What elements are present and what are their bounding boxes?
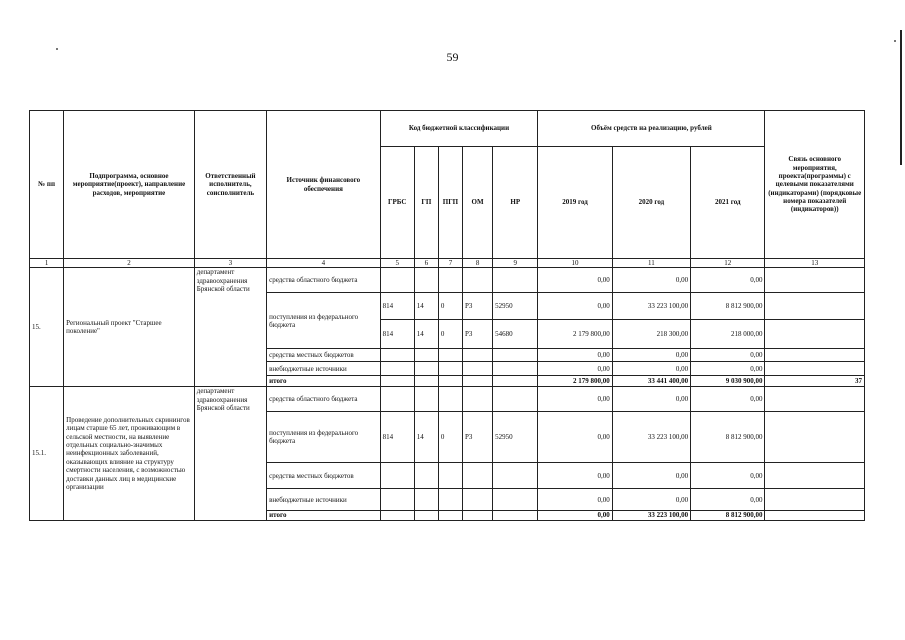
cell-pgp: 0 [438, 320, 462, 349]
cell-2021: 0,00 [691, 387, 765, 412]
cell-2019: 0,00 [538, 511, 612, 520]
scan-edge-line [900, 30, 902, 165]
cell-2019: 0,00 [538, 268, 612, 293]
cell-om: Р3 [463, 293, 493, 320]
cell-grbs [380, 463, 414, 489]
row-responsible: департамент здравоохранения Брянской области [194, 387, 266, 520]
cell-gp [414, 511, 438, 520]
cell-om [463, 268, 493, 293]
row-source: средства местных бюджетов [267, 463, 381, 489]
row-source: средства областного бюджета [267, 268, 381, 293]
cell-2021: 218 000,00 [691, 320, 765, 349]
cell-2020: 0,00 [612, 463, 690, 489]
cell-2021: 0,00 [691, 362, 765, 376]
cell-2019: 0,00 [538, 412, 612, 463]
row-name: Проведение дополнительных скринингов лицам старше 65 лет, проживающим в сельской местности, на выявление отдельных социально-значимых неинфекционных заболеваний, оказывающих влияние на структуру смертности населения, с возможностью доставки данных лиц в медицинские организации [64, 387, 195, 520]
cell-2019: 0,00 [538, 463, 612, 489]
header-pgp: ПГП [438, 147, 462, 259]
cell-om [463, 387, 493, 412]
cell-2020: 0,00 [612, 489, 690, 511]
column-number: 12 [691, 259, 765, 268]
cell-np [493, 349, 538, 362]
header-name: Подпрограмма, основное мероприятие(проект), направление расходов, мероприятие [64, 111, 195, 259]
cell-link [765, 362, 865, 376]
cell-gp [414, 349, 438, 362]
cell-pgp: 0 [438, 293, 462, 320]
table-row [30, 387, 865, 412]
cell-np: 52950 [493, 293, 538, 320]
cell-2020: 0,00 [612, 362, 690, 376]
cell-link [765, 293, 865, 320]
cell-2020: 33 223 100,00 [612, 293, 690, 320]
column-number: 9 [493, 259, 538, 268]
cell-link: 37 [765, 376, 865, 387]
cell-2020: 0,00 [612, 387, 690, 412]
cell-link [765, 489, 865, 511]
header-gp: ГП [414, 147, 438, 259]
cell-np: 54680 [493, 320, 538, 349]
cell-2019: 2 179 800,00 [538, 376, 612, 387]
cell-link [765, 511, 865, 520]
row-source: внебюджетные источники [267, 489, 381, 511]
cell-2021: 0,00 [691, 268, 765, 293]
cell-gp [414, 463, 438, 489]
cell-grbs [380, 511, 414, 520]
page-number: 59 [446, 50, 459, 64]
cell-link [765, 320, 865, 349]
cell-pgp [438, 387, 462, 412]
cell-gp: 14 [414, 293, 438, 320]
header-amount-group: Объём средств на реализацию, рублей [538, 111, 765, 147]
table-row [30, 268, 865, 293]
cell-om [463, 489, 493, 511]
cell-2021: 0,00 [691, 463, 765, 489]
cell-om [463, 362, 493, 376]
cell-gp [414, 387, 438, 412]
row-source: внебюджетные источники [267, 362, 381, 376]
column-number-row [30, 259, 865, 268]
column-number: 11 [612, 259, 690, 268]
budget-table [29, 110, 865, 521]
cell-link [765, 387, 865, 412]
column-number: 4 [267, 259, 381, 268]
cell-np [493, 387, 538, 412]
cell-2019: 0,00 [538, 489, 612, 511]
cell-om [463, 463, 493, 489]
cell-gp: 14 [414, 412, 438, 463]
cell-2019: 0,00 [538, 387, 612, 412]
header-2020: 2020 год [612, 147, 690, 259]
cell-2021: 8 812 900,00 [691, 293, 765, 320]
cell-2021: 8 812 900,00 [691, 511, 765, 520]
cell-np: 52950 [493, 412, 538, 463]
scan-speck [56, 48, 58, 50]
column-number: 13 [765, 259, 865, 268]
cell-grbs [380, 387, 414, 412]
cell-pgp [438, 376, 462, 387]
cell-np [493, 376, 538, 387]
column-number: 7 [438, 259, 462, 268]
header-om: ОМ [463, 147, 493, 259]
header-2019: 2019 год [538, 147, 612, 259]
cell-2020: 33 223 100,00 [612, 511, 690, 520]
header-link: Связь основного мероприятия, проекта(программы) с целевыми показателями (индикаторами) (порядковые номера показателей (индикаторов)) [765, 111, 865, 259]
cell-gp [414, 362, 438, 376]
column-number: 5 [380, 259, 414, 268]
cell-link [765, 349, 865, 362]
cell-link [765, 463, 865, 489]
row-number: 15.1. [30, 387, 64, 520]
cell-2019: 0,00 [538, 293, 612, 320]
cell-link [765, 412, 865, 463]
scan-speck [894, 40, 896, 42]
cell-om [463, 376, 493, 387]
column-number: 6 [414, 259, 438, 268]
cell-np [493, 489, 538, 511]
cell-2021: 8 812 900,00 [691, 412, 765, 463]
cell-gp: 14 [414, 320, 438, 349]
cell-grbs: 814 [380, 320, 414, 349]
row-source: поступления из федерального бюджета [267, 412, 381, 463]
column-number: 10 [538, 259, 612, 268]
cell-link [765, 268, 865, 293]
cell-pgp [438, 511, 462, 520]
cell-pgp: 0 [438, 412, 462, 463]
cell-grbs: 814 [380, 412, 414, 463]
header-no: № пп [30, 111, 64, 259]
cell-np [493, 268, 538, 293]
row-name: Региональный проект "Старшее поколение" [64, 268, 195, 387]
cell-grbs [380, 268, 414, 293]
cell-om: Р3 [463, 320, 493, 349]
cell-np [493, 362, 538, 376]
row-source: поступления из федерального бюджета [267, 293, 381, 349]
cell-np [493, 511, 538, 520]
cell-pgp [438, 489, 462, 511]
row-source: средства местных бюджетов [267, 349, 381, 362]
column-number: 1 [30, 259, 64, 268]
cell-2019: 2 179 800,00 [538, 320, 612, 349]
cell-2021: 0,00 [691, 349, 765, 362]
cell-2020: 33 223 100,00 [612, 412, 690, 463]
cell-2021: 0,00 [691, 489, 765, 511]
cell-grbs [380, 489, 414, 511]
cell-gp [414, 376, 438, 387]
cell-np [493, 463, 538, 489]
cell-pgp [438, 463, 462, 489]
cell-gp [414, 268, 438, 293]
cell-pgp [438, 268, 462, 293]
cell-grbs [380, 349, 414, 362]
header-responsible: Ответственный исполнитель, соисполнитель [194, 111, 266, 259]
cell-2020: 0,00 [612, 349, 690, 362]
cell-2021: 9 030 900,00 [691, 376, 765, 387]
cell-om: Р3 [463, 412, 493, 463]
cell-grbs [380, 362, 414, 376]
header-grbs: ГРБС [380, 147, 414, 259]
cell-2020: 218 300,00 [612, 320, 690, 349]
cell-2020: 33 441 400,00 [612, 376, 690, 387]
cell-pgp [438, 349, 462, 362]
row-number: 15. [30, 268, 64, 387]
row-source: итого [267, 376, 381, 387]
header-code-group: Код бюджетной классификации [380, 111, 538, 147]
cell-gp [414, 489, 438, 511]
cell-om [463, 349, 493, 362]
column-number: 3 [194, 259, 266, 268]
cell-2020: 0,00 [612, 268, 690, 293]
cell-om [463, 511, 493, 520]
header-2021: 2021 год [691, 147, 765, 259]
column-number: 2 [64, 259, 195, 268]
column-number: 8 [463, 259, 493, 268]
row-source: итого [267, 511, 381, 520]
header-source: Источник финансового обеспечения [267, 111, 381, 259]
cell-2019: 0,00 [538, 349, 612, 362]
cell-grbs: 814 [380, 293, 414, 320]
header-np: НР [493, 147, 538, 259]
cell-2019: 0,00 [538, 362, 612, 376]
row-source: средства областного бюджета [267, 387, 381, 412]
cell-grbs [380, 376, 414, 387]
row-responsible: департамент здравоохранения Брянской области [194, 268, 266, 387]
cell-pgp [438, 362, 462, 376]
